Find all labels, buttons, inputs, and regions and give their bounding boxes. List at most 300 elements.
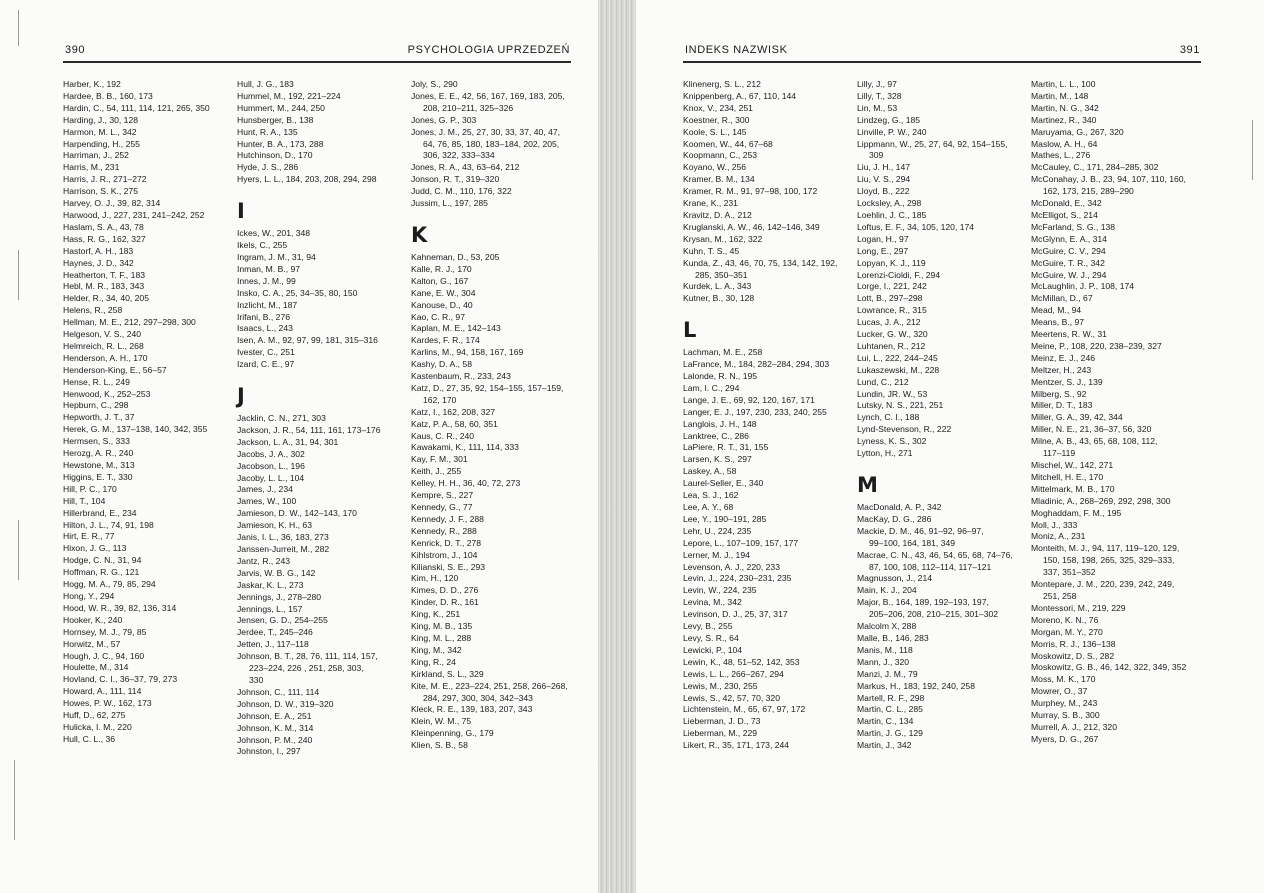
- index-entry: Hyde, J. S., 286: [237, 162, 299, 173]
- right-page-number: 391: [1179, 44, 1200, 56]
- index-entry: Harber, K., 192: [63, 79, 121, 89]
- index-entry: Meine, P., 108, 220, 238–239, 327: [1031, 340, 1162, 351]
- index-entry: Kanouse, D., 40: [411, 299, 473, 310]
- index-entry: Meertens, R. W., 31: [1031, 329, 1107, 340]
- left-page-number: 390: [65, 44, 86, 56]
- index-entry: Knippenberg, A., 67, 110, 144: [683, 90, 797, 101]
- index-entry: Isaacs, L., 243: [237, 323, 293, 334]
- index-entry: Hense, R. L., 249: [63, 376, 130, 387]
- index-entry: Kite, M. E., 223–224, 251, 258, 266–268,: [411, 680, 568, 691]
- index-column: [411, 79, 568, 752]
- index-entry: Kelley, H. H., 36, 40, 72, 273: [411, 478, 521, 489]
- index-entry: Jaskar, K. L., 273: [237, 579, 304, 590]
- index-entry: Hilton, J. L., 74, 91, 198: [63, 519, 154, 530]
- index-entry: King, M., 342: [411, 644, 462, 655]
- index-entry: Levinson, D. J., 25, 37, 317: [683, 609, 788, 620]
- index-entry: Lieberman, J. D., 73: [683, 716, 761, 727]
- index-entry: McGuire, T. R., 342: [1031, 257, 1105, 268]
- index-entry: Lilly, J., 97: [857, 79, 897, 89]
- index-entry: Martin, J., 342: [857, 740, 912, 751]
- index-entry: Henderson, A. H., 170: [63, 352, 148, 363]
- index-entry: Irifani, B., 276: [237, 311, 291, 322]
- index-entry: Karlins, M., 94, 158, 167, 169: [411, 347, 524, 358]
- index-entry: Katz, D., 27, 35, 92, 154–155, 157–159,: [411, 382, 564, 393]
- index-entry: Martin, M., 148: [1031, 90, 1089, 101]
- index-entry: Kastenbaum, R., 233, 243: [411, 371, 511, 382]
- index-entry: Martinez, R., 340: [1031, 114, 1097, 125]
- index-entry: Kramer, R. M., 91, 97–98, 100, 172: [683, 186, 818, 197]
- index-entry: Huff, D., 62, 275: [63, 710, 126, 721]
- book-gutter: [598, 0, 636, 893]
- index-entry: Hepburn, C., 298: [63, 400, 129, 411]
- index-entry: Johnson, E. A., 251: [237, 710, 312, 721]
- index-entry: Harrison, S. K., 275: [63, 186, 138, 197]
- index-entry: Johnston, I., 297: [237, 746, 301, 757]
- index-entry: Hixon, J. G., 113: [63, 543, 127, 554]
- index-entry: Isen, A. M., 92, 97, 99, 181, 315–316: [237, 335, 378, 346]
- index-entry: Moghaddam, F. M., 195: [1031, 507, 1122, 518]
- index-entry: Klein, W. M., 75: [411, 716, 472, 727]
- index-entry-continuation: 162, 173, 215, 289–290: [1043, 186, 1134, 197]
- index-entry: Lutsky, N. S., 221, 251: [857, 400, 944, 411]
- index-entry: Lewicki, P., 104: [683, 644, 743, 655]
- index-entry: Hulicka, I. M., 220: [63, 721, 132, 732]
- index-entry: Lorge, I., 221, 242: [857, 281, 927, 292]
- index-entry: Monteith, M. J., 94, 117, 119–120, 129,: [1031, 543, 1180, 554]
- index-entry: Means, B., 97: [1031, 317, 1085, 328]
- index-entry: Martin, L. L., 100: [1031, 79, 1096, 89]
- index-entry: Hardee, B. B., 160, 173: [63, 90, 153, 101]
- index-entry: Hough, J. C., 94, 160: [63, 650, 145, 661]
- index-entry: Harmon, M. L., 342: [63, 126, 137, 137]
- index-entry: Kirkland, S. L., 329: [411, 668, 484, 679]
- index-entry-continuation: 309: [869, 150, 884, 161]
- index-entry: Heatherton, T. F., 183: [63, 269, 146, 280]
- index-entry: Koole, S. L., 145: [683, 126, 747, 137]
- index-entry: Lowrance, R., 315: [857, 305, 927, 316]
- index-entry-continuation: 208, 210–211, 325–326: [423, 102, 514, 113]
- index-entry: Higgins, E. T., 330: [63, 471, 133, 482]
- index-entry-continuation: 87, 100, 108, 112–114, 117–121: [869, 561, 992, 572]
- index-entry: Lorenzi-Cioldi, F., 294: [857, 269, 941, 280]
- index-entry: McFarland, S. G., 138: [1031, 221, 1116, 232]
- index-entry-continuation: 117–119: [1043, 448, 1076, 459]
- index-entry: James, J., 234: [237, 484, 293, 495]
- index-entry: Jetten, J., 117–118: [237, 639, 309, 650]
- index-entry: Levin, W., 224, 235: [683, 585, 757, 596]
- index-entry: Magnusson, J., 214: [857, 573, 933, 584]
- index-entry: Hunt, R. A., 135: [237, 126, 298, 137]
- index-entry: Levy, S. R., 64: [683, 632, 739, 643]
- index-entry: Lundin, JR. W., 53: [857, 388, 928, 399]
- index-entry: Kalton, G., 167: [411, 275, 469, 286]
- index-entry: Lilly, T., 328: [857, 90, 902, 101]
- index-entry: King, M. B., 135: [411, 621, 473, 632]
- index-column: [683, 79, 837, 752]
- index-entry: Kawakami, K., 111, 114, 333: [411, 442, 519, 453]
- index-entry: Lippmann, W., 25, 27, 64, 92, 154–155,: [857, 138, 1008, 149]
- index-entry: Lanktree, C., 286: [683, 430, 749, 441]
- index-entry: Koopmann, C., 253: [683, 150, 758, 161]
- page-edge-mark: [1252, 120, 1253, 180]
- index-entry: Loftus, E. F., 34, 105, 120, 174: [857, 221, 975, 232]
- index-entry: Katz, I., 162, 208, 327: [411, 406, 496, 417]
- index-entry: Lewin, K., 48, 51–52, 142, 353: [683, 656, 800, 667]
- index-entry: Lachman, M. E., 258: [683, 347, 763, 358]
- index-entry: Moskowitz, G. B., 46, 142, 322, 349, 352: [1031, 662, 1187, 673]
- index-entry-continuation: 284, 297, 300, 304, 342–343: [423, 692, 533, 703]
- index-entry: Kenrick, D. T., 278: [411, 537, 482, 548]
- section-letter: I: [237, 199, 245, 224]
- index-entry: Hovland, C. I., 36–37, 79, 273: [63, 674, 178, 685]
- index-entry: Kardes, F. R., 174: [411, 335, 480, 346]
- index-entry: Kennedy, R., 288: [411, 525, 477, 536]
- index-entry: Lewis, M., 230, 255: [683, 680, 758, 691]
- index-entry: Jantz, R., 243: [237, 555, 291, 566]
- index-entry: Jamieson, K. H., 63: [237, 520, 312, 531]
- index-entry: Levin, J., 224, 230–231, 235: [683, 573, 792, 584]
- index-entry: Hermsen, S., 333: [63, 436, 130, 447]
- index-entry: Lewis, S., 42, 57, 70, 320: [683, 692, 780, 703]
- index-entry: Lindzeg, G., 185: [857, 114, 921, 125]
- index-entry: Hass, R. G., 162, 327: [63, 233, 146, 244]
- index-entry: Montepare, J. M., 220, 239, 242, 249,: [1031, 579, 1175, 590]
- index-entry: LaPiere, R. T., 31, 155: [683, 442, 769, 453]
- index-entry: Hardin, C., 54, 111, 114, 121, 265, 350: [63, 102, 210, 113]
- index-entry: Mladinic, A., 268–269, 292, 298, 300: [1031, 495, 1171, 506]
- index-entry: Manis, M., 118: [857, 644, 913, 655]
- index-entry: Ikels, C., 255: [237, 240, 288, 251]
- index-entry-continuation: 306, 322, 333–334: [423, 150, 495, 161]
- index-entry: Jones, R. A., 43, 63–64, 212: [411, 162, 520, 173]
- index-entry: Hill, P. C., 170: [63, 483, 117, 494]
- index-entry: Ingram, J. M., 31, 94: [237, 251, 316, 262]
- index-entry: Janssen-Jurreit, M., 282: [237, 544, 330, 554]
- index-entry: Malle, B., 146, 283: [857, 632, 929, 643]
- index-entry: Johnson, P. M., 240: [237, 734, 313, 745]
- index-entry: Levenson, A. J., 220, 233: [683, 561, 780, 572]
- index-entry: Ivester, C., 251: [237, 347, 295, 358]
- index-entry: Kane, E. W., 304: [411, 287, 476, 298]
- index-entry: Hummel, M., 192, 221–224: [237, 90, 341, 101]
- index-entry: Lam, I. C., 294: [683, 382, 740, 393]
- index-entry: Horwitz, M., 57: [63, 638, 121, 649]
- index-entry: Moskowitz, D. S., 282: [1031, 650, 1115, 661]
- index-entry: McMillan, D., 67: [1031, 293, 1093, 304]
- index-entry: Lee, Y., 190–191, 285: [683, 513, 767, 524]
- index-entry: Luhtanen, R., 212: [857, 340, 926, 351]
- left-running-title: PSYCHOLOGIA UPRZEDZEŃ: [407, 44, 570, 56]
- index-entry: James, W., 100: [237, 496, 297, 507]
- index-entry: Henderson-King, E., 56–57: [63, 364, 167, 375]
- index-entry: Moreno, K. N., 76: [1031, 614, 1099, 625]
- index-entry: Keith, J., 255: [411, 466, 462, 477]
- index-entry: Kashy, D. A., 58: [411, 359, 472, 370]
- index-entry: Martin, C., 134: [857, 716, 914, 727]
- index-entry-continuation: 251, 258: [1043, 590, 1077, 601]
- index-entry: Lalonde, R. N., 195: [683, 371, 758, 382]
- index-entry: Inman, M. B., 97: [237, 263, 301, 274]
- index-entry: Kleck, R. E., 139, 183, 207, 343: [411, 704, 533, 715]
- index-entry: Maslow, A. H., 64: [1031, 138, 1098, 149]
- index-entry: Jackson, L. A., 31, 94, 301: [237, 436, 339, 447]
- page-edge-mark: [18, 10, 19, 46]
- index-entry: Martin, N. G., 342: [1031, 102, 1099, 113]
- index-column: [237, 79, 380, 758]
- index-entry: Jennings, J., 278–280: [237, 591, 322, 602]
- index-entry: Kalle, R. J., 170: [411, 263, 472, 274]
- index-entry: Macrae, C. N., 43, 46, 54, 65, 68, 74–76,: [857, 549, 1013, 560]
- index-entry: McGlynn, E. A., 314: [1031, 233, 1107, 244]
- index-entry: Kunda, Z., 43, 46, 70, 75, 134, 142, 192,: [683, 257, 838, 268]
- index-entry: Locksley, A., 298: [857, 198, 922, 209]
- index-entry: Harvey, O. J., 39, 82, 314: [63, 198, 161, 209]
- page-edge-mark: [14, 760, 15, 840]
- index-entry: Lepore, L., 107–109, 157, 177: [683, 537, 799, 548]
- index-entry: McDonald, E., 342: [1031, 198, 1102, 209]
- index-entry: Loehlin, J. C., 185: [857, 209, 927, 220]
- index-entry: Murrell, A. J., 212, 320: [1031, 721, 1117, 732]
- index-entry: Kilianski, S. E., 293: [411, 561, 486, 572]
- index-entry: Mead, M., 94: [1031, 305, 1082, 316]
- index-entry: Liu, J. H., 147: [857, 162, 911, 173]
- index-entry-continuation: 337, 351–352: [1043, 567, 1096, 578]
- index-entry: Hutchinson, D., 170: [237, 150, 313, 161]
- index-entry: Miller, D. T., 183: [1031, 400, 1093, 411]
- index-entry: Long, E., 297: [857, 245, 909, 256]
- index-entry: Kay, F. M., 301: [411, 454, 468, 465]
- index-column: [1031, 79, 1186, 746]
- index-entry: Krysan, M., 162, 322: [683, 233, 763, 244]
- index-entry: Jonson, R. T., 319–320: [411, 174, 500, 185]
- index-entry: Janis, I. L., 36, 183, 273: [237, 532, 329, 543]
- index-entry: McGuire, W. J., 294: [1031, 269, 1107, 280]
- index-entry: Martell, R. F., 298: [857, 692, 925, 703]
- page-edge-mark: [18, 250, 19, 300]
- index-entry-continuation: 285, 350–351: [695, 269, 748, 280]
- index-entry: Lytton, H., 271: [857, 448, 913, 459]
- index-entry: Kao, C. R., 97: [411, 311, 465, 322]
- index-entry: Knox, V., 234, 251: [683, 102, 753, 113]
- index-entry: Izard, C. E., 97: [237, 359, 295, 370]
- index-entry: Innes, J. M., 99: [237, 275, 296, 286]
- index-entry: Morgan, M. Y., 270: [1031, 626, 1103, 637]
- index-entry: Klinenerg, S. L., 212: [683, 79, 761, 89]
- index-entry: Hummert, M., 244, 250: [237, 102, 325, 113]
- index-entry: Kennedy, G., 77: [411, 502, 473, 512]
- index-entry: Koestner, R., 300: [683, 114, 750, 125]
- index-entry: Haynes, J. D., 342: [63, 257, 134, 268]
- section-letter: J: [237, 384, 245, 409]
- index-entry: Judd, C. M., 110, 176, 322: [411, 186, 512, 197]
- index-entry: Johnson, D. W., 319–320: [237, 698, 334, 709]
- index-entry: Logan, H., 97: [857, 233, 909, 244]
- index-entry: Jacklin, C. N., 271, 303: [237, 413, 326, 424]
- index-entry: Morris, R. J., 136–138: [1031, 638, 1116, 649]
- index-entry: Harris, M., 231: [63, 162, 120, 173]
- index-entry-continuation: 205–206, 208, 210–215, 301–302: [869, 609, 999, 620]
- index-entry: Harriman, J., 252: [63, 150, 129, 161]
- index-entry: King, K., 251: [411, 609, 461, 620]
- index-entry: Herek, G. M., 137–138, 140, 342, 355: [63, 424, 208, 435]
- index-entry: Jamieson, D. W., 142–143, 170: [237, 508, 357, 519]
- index-entry: Inzlicht, M., 187: [237, 299, 298, 310]
- index-entry: Mittelmark, M. B., 170: [1031, 483, 1115, 494]
- index-entry: Mowrer, O., 37: [1031, 686, 1088, 697]
- index-entry: Lehr, U., 224, 235: [683, 525, 752, 536]
- index-entry: Mentzer, S. J., 139: [1031, 376, 1103, 387]
- index-entry: Moll, J., 333: [1031, 519, 1078, 530]
- index-entry: Main, K. J., 204: [857, 585, 917, 596]
- index-entry: Katz, P. A., 58, 60, 351: [411, 418, 498, 429]
- index-entry: Kennedy, J. F., 288: [411, 513, 484, 524]
- index-entry-continuation: 162, 170: [423, 394, 457, 405]
- index-entry: Herozg, A. R., 240: [63, 448, 134, 459]
- index-entry: Lyness, K. S., 302: [857, 436, 927, 447]
- index-entry: Hepworth, J. T., 37: [63, 412, 135, 423]
- index-entry: Lee, A. Y., 68: [683, 502, 734, 512]
- index-entry: Maruyama, G., 267, 320: [1031, 126, 1124, 137]
- index-entry: Jennings, L., 157: [237, 603, 303, 614]
- index-entry: Myers, D. G., 267: [1031, 733, 1099, 744]
- index-entry: Hull, C. L., 36: [63, 733, 116, 744]
- index-entry: Lerner, M. J., 194: [683, 549, 750, 560]
- index-entry: Kinder, D. R., 161: [411, 597, 479, 608]
- index-entry: Lui, L., 222, 244–245: [857, 352, 938, 363]
- index-entry: Harwood, J., 227, 231, 241–242, 252: [63, 209, 205, 220]
- index-entry: Levina, M., 342: [683, 597, 742, 608]
- index-entry: Langer, E. J., 197, 230, 233, 240, 255: [683, 406, 827, 417]
- index-entry: Martin, C. L., 285: [857, 704, 923, 715]
- index-entry: Lange, J. E., 69, 92, 120, 167, 171: [683, 394, 815, 405]
- index-entry: Linville, P. W., 240: [857, 126, 927, 137]
- index-entry: Jones, G. P., 303: [411, 114, 477, 125]
- index-entry: McConahay, J. B., 23, 94, 107, 110, 160,: [1031, 174, 1186, 185]
- index-entry: Harding, J., 30, 128: [63, 114, 139, 125]
- index-entry: Hooker, K., 240: [63, 614, 123, 625]
- index-entry: Levy, B., 255: [683, 621, 733, 632]
- section-letter: K: [411, 222, 428, 247]
- index-entry: Jacoby, L. L., 104: [237, 472, 305, 483]
- index-entry: Major, B., 164, 189, 192–193, 197,: [857, 597, 989, 608]
- index-entry: McLaughlin, J. P., 108, 174: [1031, 281, 1135, 292]
- index-entry-continuation: 150, 158, 198, 265, 325, 329–333,: [1043, 555, 1175, 566]
- index-entry: Langlois, J. H., 148: [683, 418, 757, 429]
- index-entry: Milberg, S., 92: [1031, 388, 1087, 399]
- index-entry: Montessori, M., 219, 229: [1031, 602, 1126, 613]
- index-entry: Miller, G. A., 39, 42, 344: [1031, 412, 1123, 423]
- index-entry: Helder, R., 34, 40, 205: [63, 293, 149, 304]
- index-entry: Jarvis, W. B. G., 142: [237, 567, 316, 578]
- index-entry: Mischel, W., 142, 271: [1031, 460, 1114, 470]
- index-entry: Milne, A. B., 43, 65, 68, 108, 112,: [1031, 436, 1158, 447]
- index-entry: King, M. L., 288: [411, 632, 472, 643]
- index-entry: Insko, C. A., 25, 34–35, 80, 150: [237, 287, 358, 298]
- index-entry: Hunsberger, B., 138: [237, 114, 314, 125]
- index-entry: Helgeson, V. S., 240: [63, 329, 142, 340]
- index-entry: Lund, C., 212: [857, 376, 909, 387]
- index-entry: Jacobs, J. A., 302: [237, 448, 305, 459]
- index-entry: Jerdee, T., 245–246: [237, 627, 313, 638]
- index-entry: Hong, Y., 294: [63, 590, 115, 601]
- index-entry: Hewstone, M., 313: [63, 460, 135, 470]
- index-entry: Hyers, L. L., 184, 203, 208, 294, 298: [237, 174, 377, 185]
- index-entry: Moss, M. K., 170: [1031, 674, 1096, 685]
- index-entry: Henwood, K., 252–253: [63, 388, 151, 399]
- index-entry: Lott, B., 297–298: [857, 293, 923, 304]
- index-entry: Kahneman, D., 53, 205: [411, 251, 500, 262]
- index-entry: McGuire, C. V., 294: [1031, 245, 1106, 256]
- index-entry: Hebl, M. R., 183, 343: [63, 281, 145, 292]
- index-entry: Kimes, D. D., 276: [411, 585, 479, 596]
- index-entry: Hirt, E. R., 77: [63, 531, 115, 542]
- page-edge-mark: [18, 520, 19, 580]
- index-entry: Murphey, M., 243: [1031, 698, 1098, 709]
- index-entry: Lynch, C. I., 188: [857, 412, 920, 423]
- index-entry: Ickes, W., 201, 348: [237, 228, 311, 239]
- index-entry: Mann, J., 320: [857, 656, 910, 667]
- index-entry: Kim, H., 120: [411, 573, 459, 584]
- index-entry: Lynd-Stevenson, R., 222: [857, 424, 952, 435]
- index-entry: Koomen, W., 44, 67–68: [683, 138, 773, 149]
- index-entry: Markus, H., 183, 192, 240, 258: [857, 680, 975, 691]
- index-entry: Jones, E. E., 42, 56, 167, 169, 183, 205,: [411, 90, 565, 101]
- index-entry: Hoffman, R. G., 121: [63, 567, 140, 578]
- index-column: [63, 79, 210, 746]
- index-entry: Hillerbrand, E., 234: [63, 507, 137, 518]
- index-entry: Murray, S. B., 300: [1031, 710, 1100, 721]
- index-column: [857, 79, 1013, 752]
- index-entry: Martin, J. G., 129: [857, 728, 923, 739]
- index-entry-continuation: 99–100, 164, 181, 349: [869, 537, 956, 548]
- index-entry: Hodge, C. N., 31, 94: [63, 555, 142, 566]
- index-entry: Kravitz, D. A., 212: [683, 209, 752, 220]
- index-entry: Laurel-Seller, E., 340: [683, 478, 764, 489]
- index-entry: McCauley, C., 171, 284–285, 302: [1031, 162, 1159, 173]
- index-entry: Helens, R., 258: [63, 305, 123, 316]
- index-entry: Kaus, C. R., 240: [411, 430, 475, 441]
- index-entry: Harpending, H., 255: [63, 138, 140, 149]
- index-entry: Laskey, A., 58: [683, 466, 737, 477]
- index-entry: Kempre, S., 227: [411, 490, 474, 501]
- index-entry: King, R., 24: [411, 656, 456, 667]
- index-entry-continuation: 64, 76, 85, 180, 183–184, 202, 205,: [423, 138, 560, 149]
- index-entry-continuation: 223–224, 226 , 251, 258, 303,: [249, 663, 364, 674]
- right-running-title: INDEKS NAZWISK: [685, 44, 788, 56]
- index-entry: Krane, K., 231: [683, 198, 738, 209]
- index-entry: Lopyan, K. J., 119: [857, 257, 926, 268]
- index-entry: Malcolm X, 288: [857, 621, 917, 632]
- index-entry: Kleinpenning, G., 179: [411, 728, 494, 739]
- index-entry: Likert, R., 35, 171, 173, 244: [683, 740, 790, 751]
- index-entry: Lin, M., 53: [857, 102, 898, 113]
- index-entry: Houlette, M., 314: [63, 662, 129, 673]
- index-entry: Lucas, J. A., 212: [857, 317, 921, 328]
- index-entry: Lea, S. J., 162: [683, 490, 739, 501]
- index-entry: Kramer, B. M., 134: [683, 174, 755, 185]
- index-entry: Howes, P. W., 162, 173: [63, 698, 152, 709]
- index-entry: Lucker, G. W., 320: [857, 329, 928, 340]
- index-entry: Larsen, K. S., 297: [683, 454, 752, 465]
- index-entry: Joly, S., 290: [411, 79, 458, 89]
- index-entry: Kutner, B., 30, 128: [683, 293, 755, 304]
- index-entry: Hogg, M. A., 79, 85, 294: [63, 579, 156, 590]
- index-entry: Howard, A., 111, 114: [63, 686, 142, 697]
- index-entry: Klien, S. B., 58: [411, 740, 468, 751]
- index-entry: Liu, V. S., 294: [857, 174, 911, 185]
- right-header-rule: [683, 61, 1201, 63]
- index-entry: Meltzer, H., 243: [1031, 364, 1092, 375]
